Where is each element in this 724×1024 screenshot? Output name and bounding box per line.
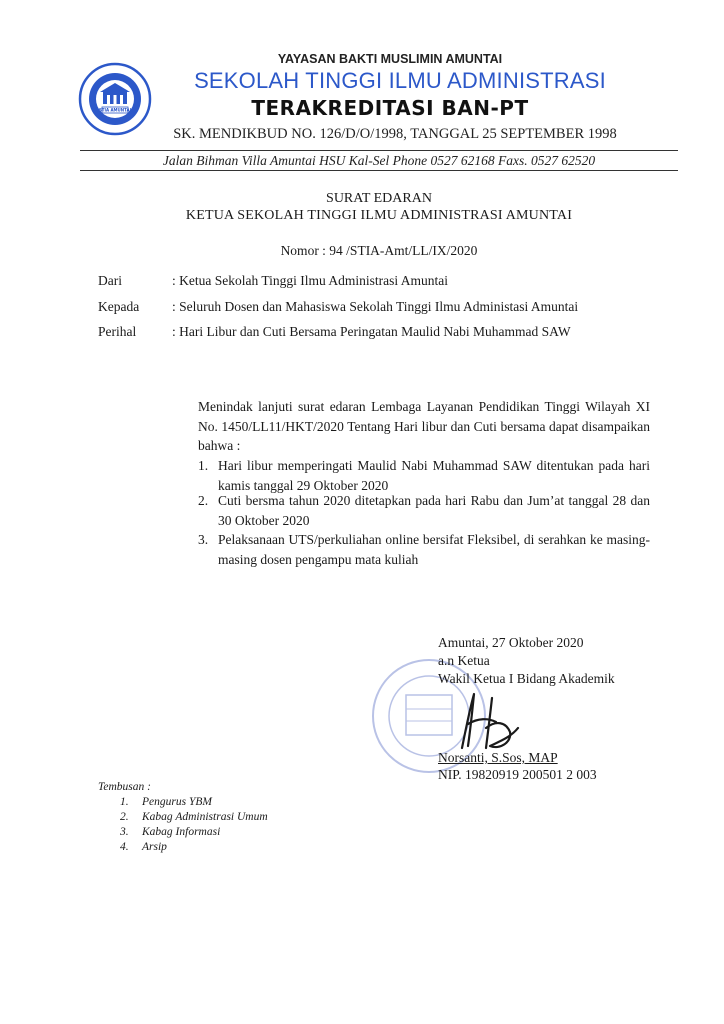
handwritten-signature [452,688,524,756]
signatory-nip: NIP. 19820919 200501 2 003 [438,767,597,782]
letter-type: SURAT EDARAN [326,191,432,206]
intro-paragraph: Menindak lanjuti surat edaran Lembaga Layanan Pendidikan Tinggi Wilayah XI No. 1450/LL11/HKT/2020 Tentang Hari libur dan Cuti bersama dapat disampaikan bahwa : [198,399,650,453]
tembusan-text: Arsip [142,841,167,853]
signatory-name: Norsanti, S.Sos, MAP [438,750,558,765]
list-item [120,841,167,853]
tembusan-number: 2. [120,811,129,823]
signature-place-date: Amuntai, 27 Oktober 2020 [438,635,584,650]
list-item-number: 3. [198,532,209,547]
list-item-text: Cuti bersma tahun 2020 ditetapkan pada hari Rabu dan Jum’at tanggal 28 dan 30 Oktober 2020 [218,493,650,528]
decree: SK. MENDIKBUD NO. 126/D/O/1998, TANGGAL 25 SEPTEMBER 1998 [173,126,617,142]
tembusan-number: 4. [120,841,129,853]
institution-name: SEKOLAH TINGGI ILMU ADMINISTRASI [194,68,606,93]
letter-number: Nomor : 94 /STIA-Amt/LL/IX/2020 [280,243,478,258]
list-item [120,811,268,823]
list-item [120,826,220,838]
tembusan-number: 1. [120,796,129,808]
letter-issuer: KETUA SEKOLAH TINGGI ILMU ADMINISTRASI AMUNTAI [185,208,573,223]
list-item [198,456,650,495]
svg-text:STIA AMUNTAI: STIA AMUNTAI [98,107,132,113]
tembusan-text: Kabag Administrasi Umum [142,811,268,823]
list-item-text: Pelaksanaan UTS/perkuliahan online bersifat Fleksibel, di serahkan ke masing-masing dosen pengampu mata kuliah [218,532,650,567]
tembusan-text: Pengurus YBM [142,796,212,808]
meta-label-dari: Dari [98,273,122,288]
signature-position: Wakil Ketua I Bidang Akademik [438,671,615,686]
foundation-name: YAYASAN BAKTI MUSLIMIN AMUNTAI [277,52,503,66]
list-item [198,491,650,530]
list-item [120,796,212,808]
accreditation: TERAKREDITASI BAN-PT [251,96,529,120]
meta-label-kepada: Kepada [98,299,140,314]
signature-on-behalf: a.n Ketua [438,653,490,668]
meta-value-dari: : Ketua Sekolah Tinggi Ilmu Administrasi Amuntai [172,273,449,288]
list-item-text: Hari libur memperingati Maulid Nabi Muhammad SAW ditentukan pada hari kamis tanggal 29 Oktober 2020 [218,458,650,493]
meta-value-kepada: : Seluruh Dosen dan Mahasiswa Sekolah Tinggi Ilmu Administasi Amuntai [172,299,579,314]
tembusan-text: Kabag Informasi [142,826,221,838]
list-item [198,530,650,569]
divider-top [80,150,678,151]
list-item-number: 2. [198,493,209,508]
meta-label-perihal: Perihal [98,324,137,339]
meta-value-perihal: : Hari Libur dan Cuti Bersama Peringatan Maulid Nabi Muhammad SAW [172,324,571,339]
tembusan-label: Tembusan : [98,781,151,793]
tembusan-number: 3. [120,826,129,838]
divider-bottom [80,170,678,171]
institution-logo [78,62,152,136]
list-item-number: 1. [198,458,209,473]
address: Jalan Bihman Villa Amuntai HSU Kal-Sel Phone 0527 62168 Faxs. 0527 62520 [162,153,596,168]
